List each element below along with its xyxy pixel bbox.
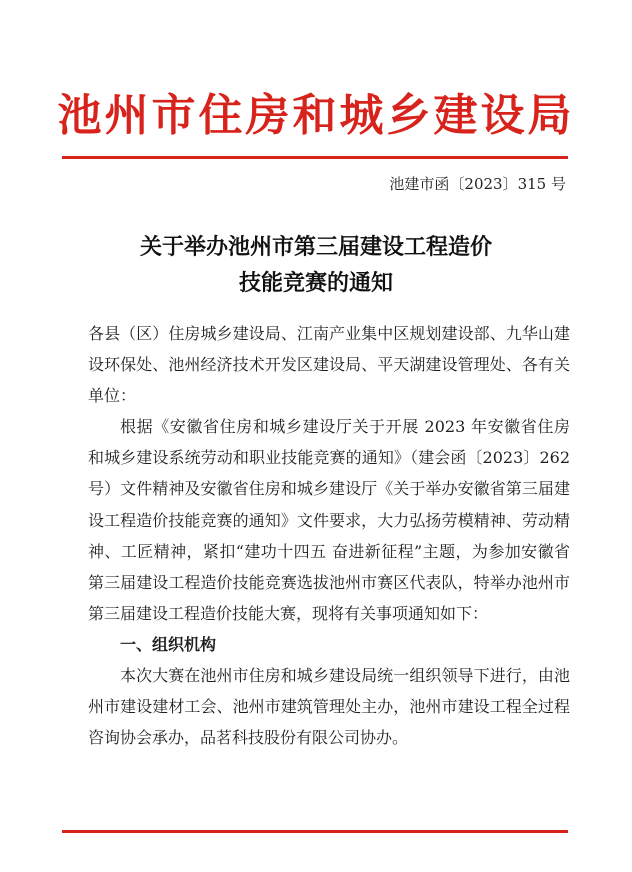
letterhead-rule: [62, 156, 568, 159]
footer-rule: [62, 830, 568, 833]
document-number: 池建市函〔2023〕315 号: [389, 175, 566, 193]
body-paragraph: 根据《安徽省住房和城乡建设厅关于开展 2023 年安徽省住房和城乡建设系统劳动和职业技能竞赛的通知》（建会函〔2023〕262 号）文件精神及安徽省住房和城乡建设厅《关于举办安徽省第三届建设工程造价技能竞赛的通知》文件要求，大力弘扬劳模精神、劳动精神、工匠精神，紧扣“建功十四五 奋进新征程”主题，为参加安徽省第三届建设工程造价技能竞赛选拔池州市赛区代表队，特举办池州市第三届建设工程造价技能大赛，现将有关事项通知如下：: [88, 417, 570, 623]
document-body: [88, 318, 570, 753]
addressees-paragraph: 各县（区）住房城乡建设局、江南产业集中区规划建设部、九华山建设环保处、池州经济技术开发区建设局、平天湖建设管理处、各有关单位：: [88, 324, 570, 406]
letterhead-title: 池州市住房和城乡建设局: [57, 90, 575, 141]
section-heading: 一、组织机构: [120, 634, 217, 654]
body-paragraph: 本次大赛在池州市住房和城乡建设局统一组织领导下进行，由池州市建设建材工会、池州市建筑管理处主办，池州市建设工程全过程咨询协会承办，品茗科技股份有限公司协办。: [88, 666, 570, 748]
notice-title-line-1: 关于举办池州市第三届建设工程造价: [139, 234, 492, 260]
notice-title-line-2: 技能竞赛的通知: [238, 270, 393, 296]
